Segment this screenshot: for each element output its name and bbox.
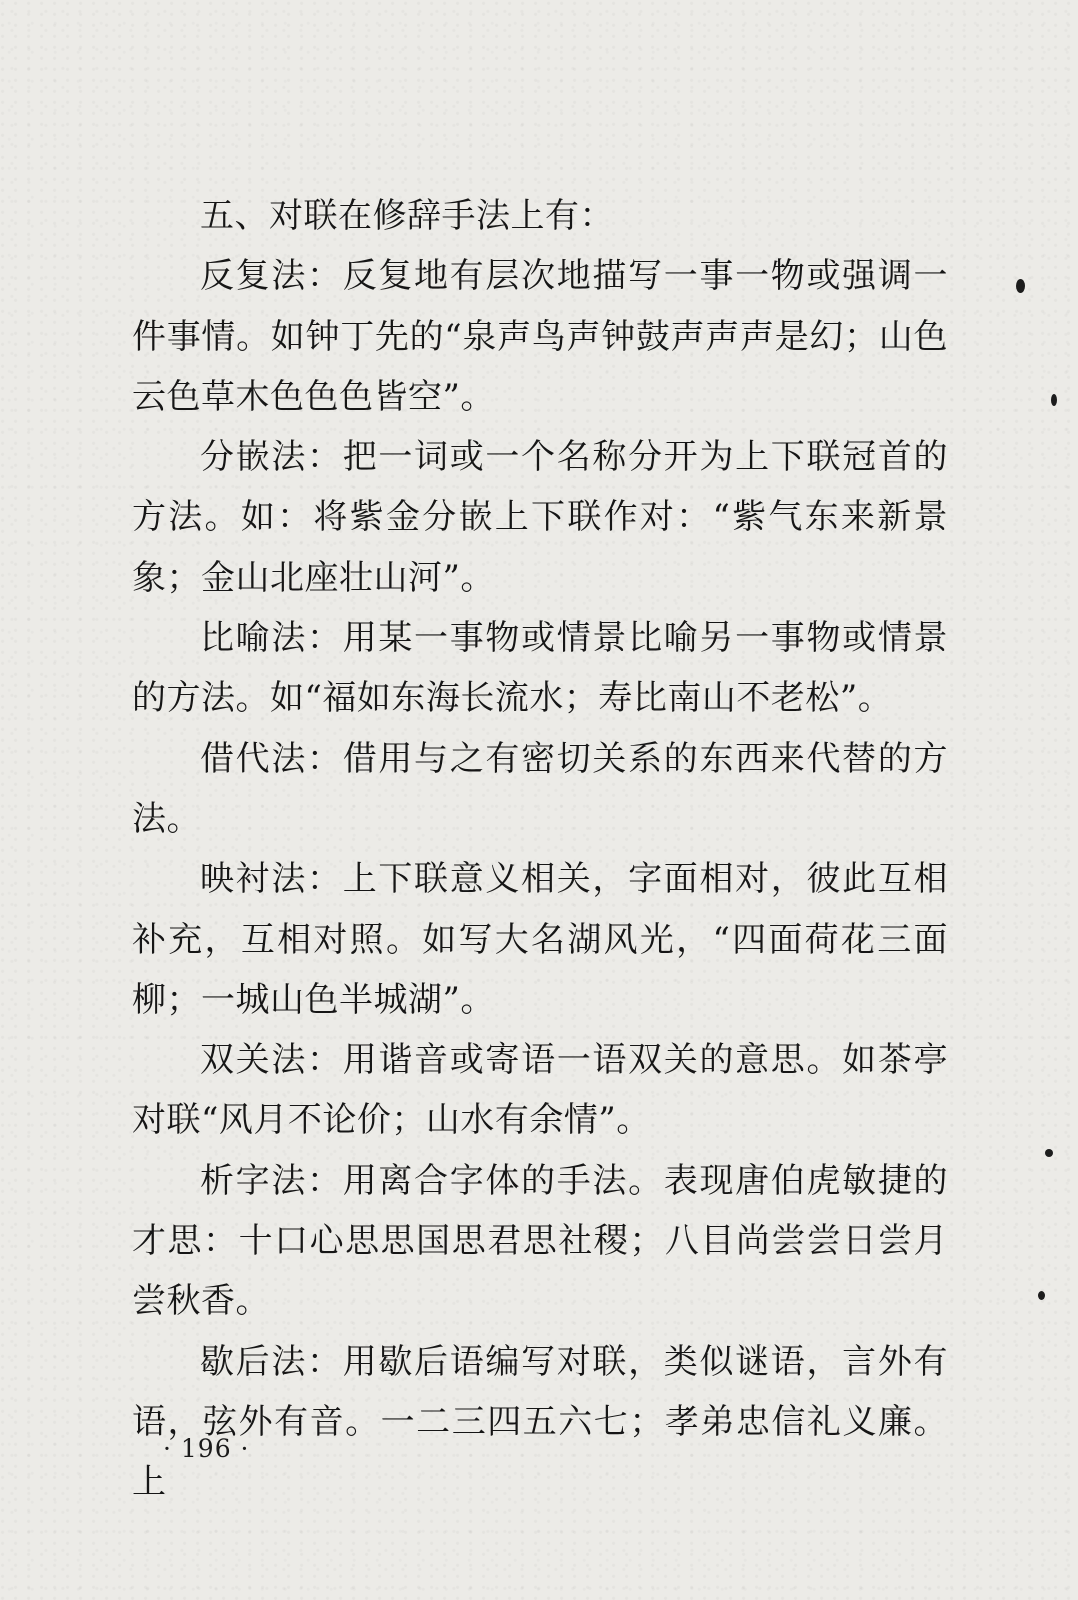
scan-speck	[1038, 1291, 1045, 1300]
section-heading: 五、对联在修辞手法上有：	[200, 196, 614, 236]
scan-speck	[1051, 394, 1057, 406]
page-number: · 196 ·	[163, 1434, 250, 1463]
body-text	[132, 186, 948, 1513]
paragraph-split-embedding: 分嵌法：把一词或一个名称分开为上下联冠首的方法。如：将紫金分嵌上下联作对：“紫气东来新景象；金山北座壮山河”。	[132, 437, 948, 598]
scan-speck	[1016, 279, 1025, 293]
scan-speck	[1045, 1149, 1053, 1157]
paragraph-metaphor: 比喻法：用某一事物或情景比喻另一事物或情景的方法。如“福如东海长流水；寿比南山不老松”。	[132, 618, 948, 719]
paragraph-metonymy: 借代法：借用与之有密切关系的东西来代替的方法。	[132, 738, 948, 839]
paragraph-character-splitting: 析字法：用离合字体的手法。表现唐伯虎敏捷的才思：十口心思思国思君思社稷；八目尚尝尝日尝月尝秋香。	[132, 1160, 948, 1322]
paragraph-repetition: 反复法：反复地有层次地描写一事一物或强调一件事情。如钟丁先的“泉声鸟声钟鼓声声声是幻；山色云色草木色色色皆空”。	[132, 256, 948, 417]
paragraph-xiehouyu: 歇后法：用歇后语编写对联，类似谜语，言外有语，弦外有音。一二三四五六七；孝弟忠信礼义廉。上	[132, 1341, 948, 1503]
paragraph-contrast: 映衬法：上下联意义相关，字面相对，彼此互相补充，互相对照。如写大名湖风光，“四面荷花三面柳；一城山色半城湖”。	[132, 859, 948, 1020]
paragraph-pun: 双关法：用谐音或寄语一语双关的意思。如茶亭对联“风月不论价；山水有余情”。	[132, 1040, 948, 1141]
